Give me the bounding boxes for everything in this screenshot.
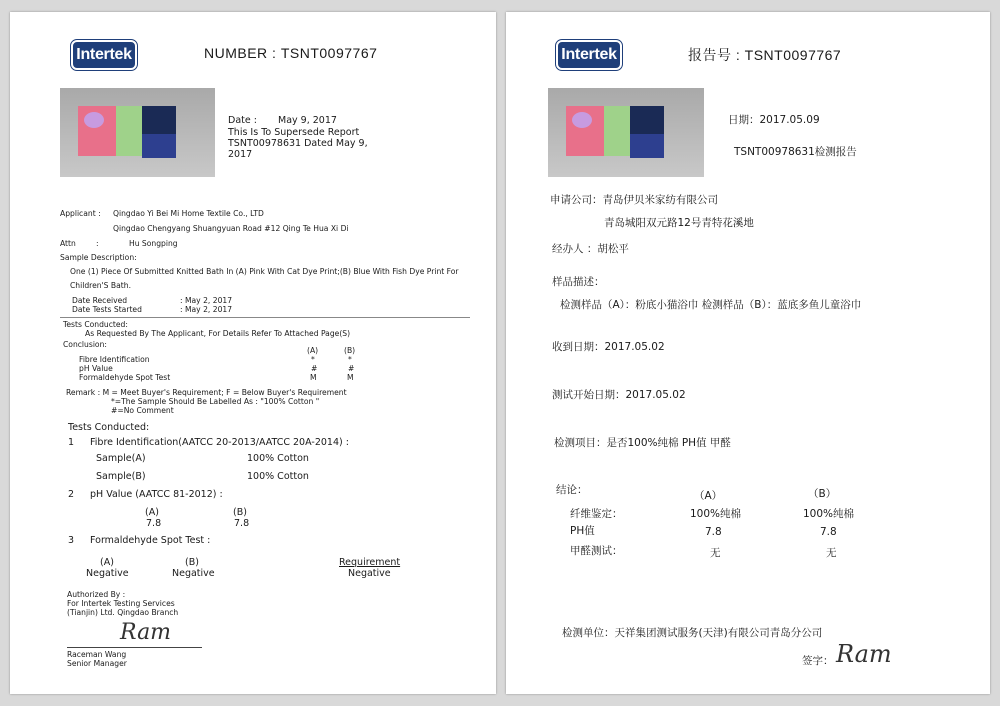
- conclusion-col-b: (B): [344, 346, 356, 355]
- fish-print-panel: [142, 106, 176, 134]
- blue-fish-towel: [142, 134, 176, 158]
- test-3-value-a: Negative: [86, 568, 129, 579]
- attn: 经办人 ：胡松平: [552, 243, 629, 255]
- applicant-name: Qingdao Yi Bei Mi Home Textile Co., LTD: [113, 209, 264, 218]
- sign-label: 签字：: [802, 655, 834, 667]
- conclusion-row-name: 纤维鉴定：: [570, 508, 623, 520]
- conclusion-row-b: *: [348, 355, 352, 364]
- conclusion-row-b: M: [347, 373, 354, 382]
- supersede-line: TSNT00978631 Dated May 9,: [228, 138, 368, 149]
- conclusion-row-b: 100%纯棉: [803, 508, 855, 520]
- test-1-sample-label: Sample(A): [96, 453, 146, 464]
- conclusion-row-a: M: [310, 373, 317, 382]
- intertek-logo: Intertek: [556, 40, 622, 70]
- conclusion-row-b: 7.8: [820, 526, 837, 538]
- date-received: : May 2, 2017: [180, 296, 233, 305]
- report-number: 报告号 : TSNT0097767: [688, 47, 842, 63]
- conclusion-row-name: pH Value: [79, 364, 113, 373]
- report-page-english: [10, 12, 496, 694]
- date-label: Date :: [228, 115, 257, 126]
- test-3-value-b: Negative: [172, 568, 215, 579]
- date-received-label: Date Received: [72, 296, 128, 305]
- conclusion-row-b: 无: [826, 547, 837, 559]
- signer-name: Raceman Wang: [67, 650, 127, 659]
- report-number: NUMBER : TSNT0097767: [204, 45, 378, 61]
- fish-print-panel: [630, 106, 664, 134]
- applicant-label: Applicant :: [60, 209, 101, 218]
- supersede-line: This Is To Supersede Report: [228, 127, 360, 138]
- date-started: : May 2, 2017: [180, 305, 233, 314]
- conclusion-col-a: (A): [307, 346, 319, 355]
- conclusion-col-b: （B）: [808, 488, 837, 500]
- test-3-title: Formaldehyde Spot Test :: [90, 535, 211, 546]
- signature-line: [67, 647, 202, 648]
- conclusion-row-b: #: [348, 364, 355, 373]
- sample-photo: [60, 88, 215, 177]
- date-started-label: Date Tests Started: [72, 305, 142, 314]
- green-cat-print: [116, 106, 142, 156]
- test-2-col-b: (B): [233, 507, 247, 518]
- applicant-address: Qingdao Chengyang Shuangyuan Road #12 Qing Te Hua Xi Di: [113, 224, 349, 233]
- divider: [60, 317, 470, 318]
- signer-title: Senior Manager: [67, 659, 127, 668]
- conclusion-row-a: 7.8: [705, 526, 722, 538]
- test-3-col-requirement: Requirement: [339, 557, 401, 568]
- date-started: 测试开始日期：2017.05.02: [552, 389, 686, 401]
- remark-line: #=No Comment: [111, 406, 174, 415]
- tests-conducted-text: As Requested By The Applicant, For Details Refer To Attached Page(S): [85, 329, 351, 338]
- test-2-value-a: 7.8: [146, 518, 162, 529]
- test-3-value-requirement: Negative: [348, 568, 391, 579]
- date: 日期：2017.05.09: [728, 114, 820, 126]
- test-items: 检测项目：是否100%纯棉 PH值 甲醛: [554, 437, 731, 449]
- conclusion-label: Conclusion:: [63, 340, 107, 349]
- report-page-chinese: [506, 12, 990, 694]
- test-3-col-b: (B): [185, 557, 199, 568]
- test-1-number: 1: [68, 437, 75, 448]
- signature: Ram: [836, 640, 892, 668]
- conclusion-row-name: Formaldehyde Spot Test: [79, 373, 171, 382]
- date-received: 收到日期：2017.05.02: [552, 341, 665, 353]
- conclusion-col-a: （A）: [694, 490, 723, 502]
- test-3-col-a: (A): [100, 557, 114, 568]
- test-2-title: pH Value (AATCC 81-2012) :: [90, 489, 223, 500]
- test-1-sample-value: 100% Cotton: [247, 453, 309, 464]
- authorized-line: Authorized By :: [67, 590, 126, 599]
- cat-print-icon: [84, 112, 104, 128]
- conclusion-row-name: 甲醛测试：: [570, 545, 623, 557]
- tests-conducted-label: Tests Conducted:: [63, 320, 128, 329]
- conclusion-row-a: *: [311, 355, 315, 364]
- attn-name: Hu Songping: [129, 239, 178, 248]
- sample-description-label: Sample Description:: [60, 253, 137, 262]
- attn-colon: :: [96, 239, 99, 248]
- test-1-title: Fibre Identification(AATCC 20-2013/AATCC 20A-2014) :: [90, 437, 349, 448]
- blue-fish-towel: [630, 134, 664, 158]
- sample-description-label: 样品描述：: [552, 276, 605, 288]
- sample-description: Children'S Bath.: [70, 281, 131, 290]
- conclusion-row-name: Fibre Identification: [79, 355, 150, 364]
- reference-report: TSNT00978631检测报告: [734, 146, 857, 158]
- attn-label: Attn: [60, 239, 76, 248]
- test-1-sample-value: 100% Cotton: [247, 471, 309, 482]
- sample-photo: [548, 88, 704, 177]
- test-1-sample-label: Sample(B): [96, 471, 146, 482]
- green-cat-print: [604, 106, 630, 156]
- supersede-line: 2017: [228, 149, 253, 160]
- conclusion-row-a: 100%纯棉: [690, 508, 742, 520]
- test-2-number: 2: [68, 489, 75, 500]
- test-2-value-b: 7.8: [234, 518, 250, 529]
- sample-description: One (1) Piece Of Submitted Knitted Bath In (A) Pink With Cat Dye Print;(B) Blue With Fish Dye Print For: [70, 267, 459, 276]
- intertek-logo: Intertek: [71, 40, 137, 70]
- test-3-number: 3: [68, 535, 75, 546]
- conclusion-label: 结论：: [556, 484, 588, 496]
- test-2-col-a: (A): [145, 507, 159, 518]
- date-value: May 9, 2017: [278, 115, 337, 126]
- authorized-line: (Tianjin) Ltd. Qingdao Branch: [67, 608, 179, 617]
- authorized-line: For Intertek Testing Services: [67, 599, 175, 608]
- applicant: 申请公司：青岛伊贝米家纺有限公司: [550, 194, 718, 206]
- signature: Ram: [120, 620, 172, 645]
- conclusion-row-name: PH值: [570, 525, 595, 537]
- conclusion-row-a: #: [311, 364, 318, 373]
- tests-heading: Tests Conducted:: [68, 422, 150, 433]
- testing-laboratory: 检测单位：天祥集团测试服务(天津)有限公司青岛分公司: [562, 627, 823, 639]
- conclusion-row-a: 无: [710, 547, 721, 559]
- cat-print-icon: [572, 112, 592, 128]
- applicant-address: 青岛城阳双元路12号青特花溪地: [604, 217, 754, 229]
- remark-line: Remark : M = Meet Buyer's Requirement; F = Below Buyer's Requirement: [66, 388, 347, 397]
- sample-description: 检测样品（A）：粉底小猫浴巾 检测样品（B）：蓝底多鱼儿童浴巾: [560, 299, 862, 311]
- remark-line: *=The Sample Should Be Labelled As : "100% Cotton ": [111, 397, 320, 406]
